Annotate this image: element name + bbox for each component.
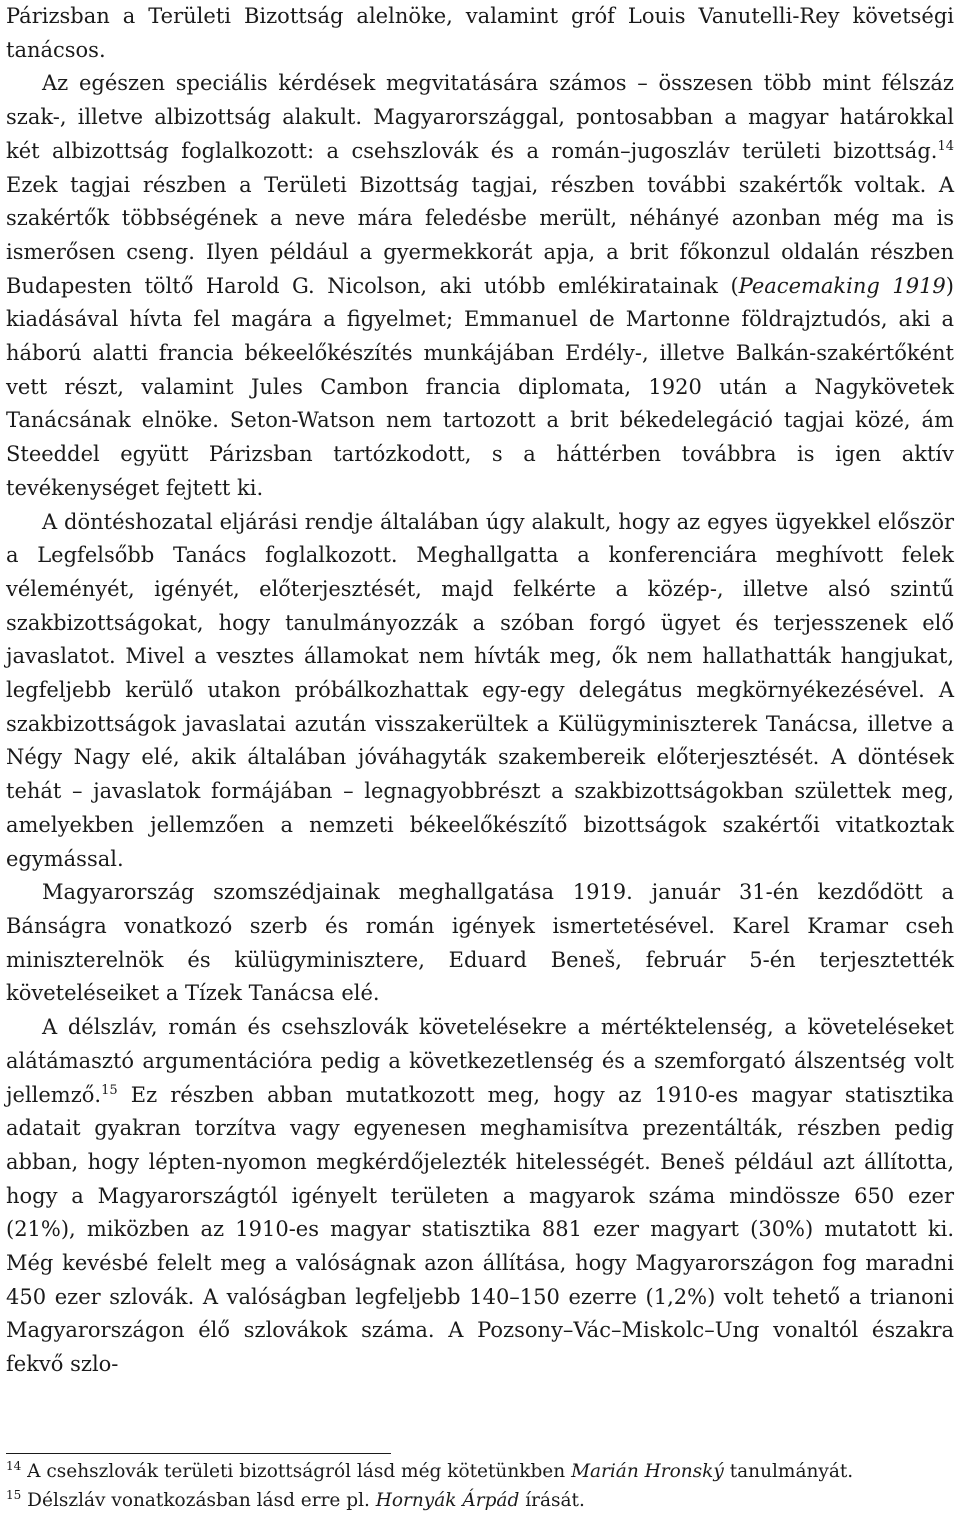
footnote-number: 15 (6, 1488, 22, 1502)
footnote (6, 1486, 954, 1515)
footnote-ref: 14 (937, 138, 954, 154)
text-run: Ezek tagjai részben a Területi Bizottság tagjai, részben további szakértők voltak. A szakértők többségének a neve mára feledésbe merült, néhányé azonban még ma is ismerősen cseng. Ilyen például a gyermekkorát apja, a brit főkonzul oldalán részben Budapesten töltő Harold G. Nicolson, aki utóbb emlékiratainak ( (6, 172, 954, 298)
footnote (6, 1457, 954, 1486)
footnote-ref: 15 (101, 1082, 118, 1098)
text-run: Délszláv vonatkozásban lásd erre pl. (21, 1490, 376, 1511)
text-run: A döntéshozatal eljárási rendje általában úgy alakult, hogy az egyes ügyekkel először a Legfelsőbb Tanács foglalkozott. Meghallgatta a konferenciára meghívott felek véleményét, igényét, előterjesztését, majd felkérte a közép-, illetve alsó szintű szakbizottságokat, hogy tanulmányozzák a szóban forgó ügyet és terjesszenek elő javaslatot. Mivel a vesztes államokat nem hívták meg, ők nem hallathatták hangjukat, legfeljebb kerülő utakon próbálkozhattak egy-egy delegátus megkörnyékezésével. A szakbizottságok javaslatai azután visszakerültek a Külügyminiszterek Tanácsa, illetve a Négy Nagy elé, akik általában jóváhagyták szakembereik előterjesztését. A döntések tehát – javaslatok formájában – legnagyobbrészt a szakbizottságokban születtek meg, amelyekben jellemzően a nemzeti békeelőkészítő bizottságok szakértői vitatkoztak egymással. (6, 509, 954, 871)
text-run: Ez részben abban mutatkozott meg, hogy az 1910-es magyar statisztika adatait gyakran torzítva vagy egyenesen meghamisítva prezentálták, részben pedig abban, hogy lépten-nyomon megkérdőjelezték hitelességét. Beneš például azt állította, hogy a Magyarországtól igényelt területen a magyarok száma mindössze 650 ezer (21%), miközben az 1910-es magyar statisztika 881 ezer magyart (30%) mutatott ki. Még kevésbé felelt meg a valóságnak azon állítása, hogy Magyarországon fog maradni 450 ezer szlovák. A valóságban legfeljebb 140–150 ezerre (1,2%) volt tehető a trianoni Magyarországon élő szlovákok száma. A Pozsony–Vác–Miskolc–Ung vonaltól északra fekvő szlo- (6, 1082, 954, 1377)
paragraph (6, 67, 954, 505)
text-run: Párizsban a Területi Bizottság alelnöke, valamint gróf Louis Vanutelli-Rey követségi tanácsos. (6, 4, 954, 62)
text-run: írását. (519, 1490, 585, 1511)
footnote-separator (6, 1453, 391, 1454)
italic-text: Peacemaking 1919 (738, 273, 946, 298)
text-run: Az egészen speciális kérdések megvitatására számos – összesen több mint félszáz szak-, illetve albizottság alakult. Magyarországgal, pontosabban a magyar határokkal két albizottság foglalkozott: a csehszlovák és a román–jugoszláv területi bizottság. (6, 71, 954, 163)
footnotes (6, 1457, 954, 1515)
body-text (6, 0, 954, 1382)
italic-text: Marián Hronský (571, 1461, 724, 1482)
text-run: ) kiadásával hívta fel magára a figyelmet; Emmanuel de Martonne földrajztudós, aki a háború alatti francia békeelőkészítés munkájában Erdély-, illetve Balkán-szakértőként vett részt, valamint Jules Cambon francia diplomata, 1920 után a Nagykövetek Tanácsának elnöke. Seton-Watson nem tartozott a brit békedelegáció tagjai közé, ám Steeddel együtt Párizsban tartózkodott, s a háttérben továbbra is igen aktív tevékenységet fejtett ki. (6, 273, 954, 500)
footnote-number: 14 (6, 1459, 22, 1473)
paragraph (6, 876, 954, 1011)
paragraph (6, 1011, 954, 1382)
paragraph (6, 0, 954, 67)
text-run: Magyarország szomszédjainak meghallgatása 1919. január 31-én kezdődött a Bánságra vonatkozó szerb és román igények ismertetésével. Karel Kramar cseh miniszterelnök és külügyminisztere, Eduard Beneš, február 5-én terjesztették követeléseiket a Tízek Tanácsa elé. (6, 880, 954, 1006)
text-run: tanulmányát. (723, 1461, 854, 1482)
text-run: A csehszlovák területi bizottságról lásd még kötetünkben (21, 1461, 572, 1482)
text-run: A délszláv, román és csehszlovák követelésekre a mértéktelenség, a követeléseket alátámasztó argumentációra pedig a következetlenség és a szemforgató álszentség volt jellemző. (6, 1015, 954, 1107)
paragraph (6, 506, 954, 877)
italic-text: Hornyák Árpád (375, 1490, 520, 1511)
